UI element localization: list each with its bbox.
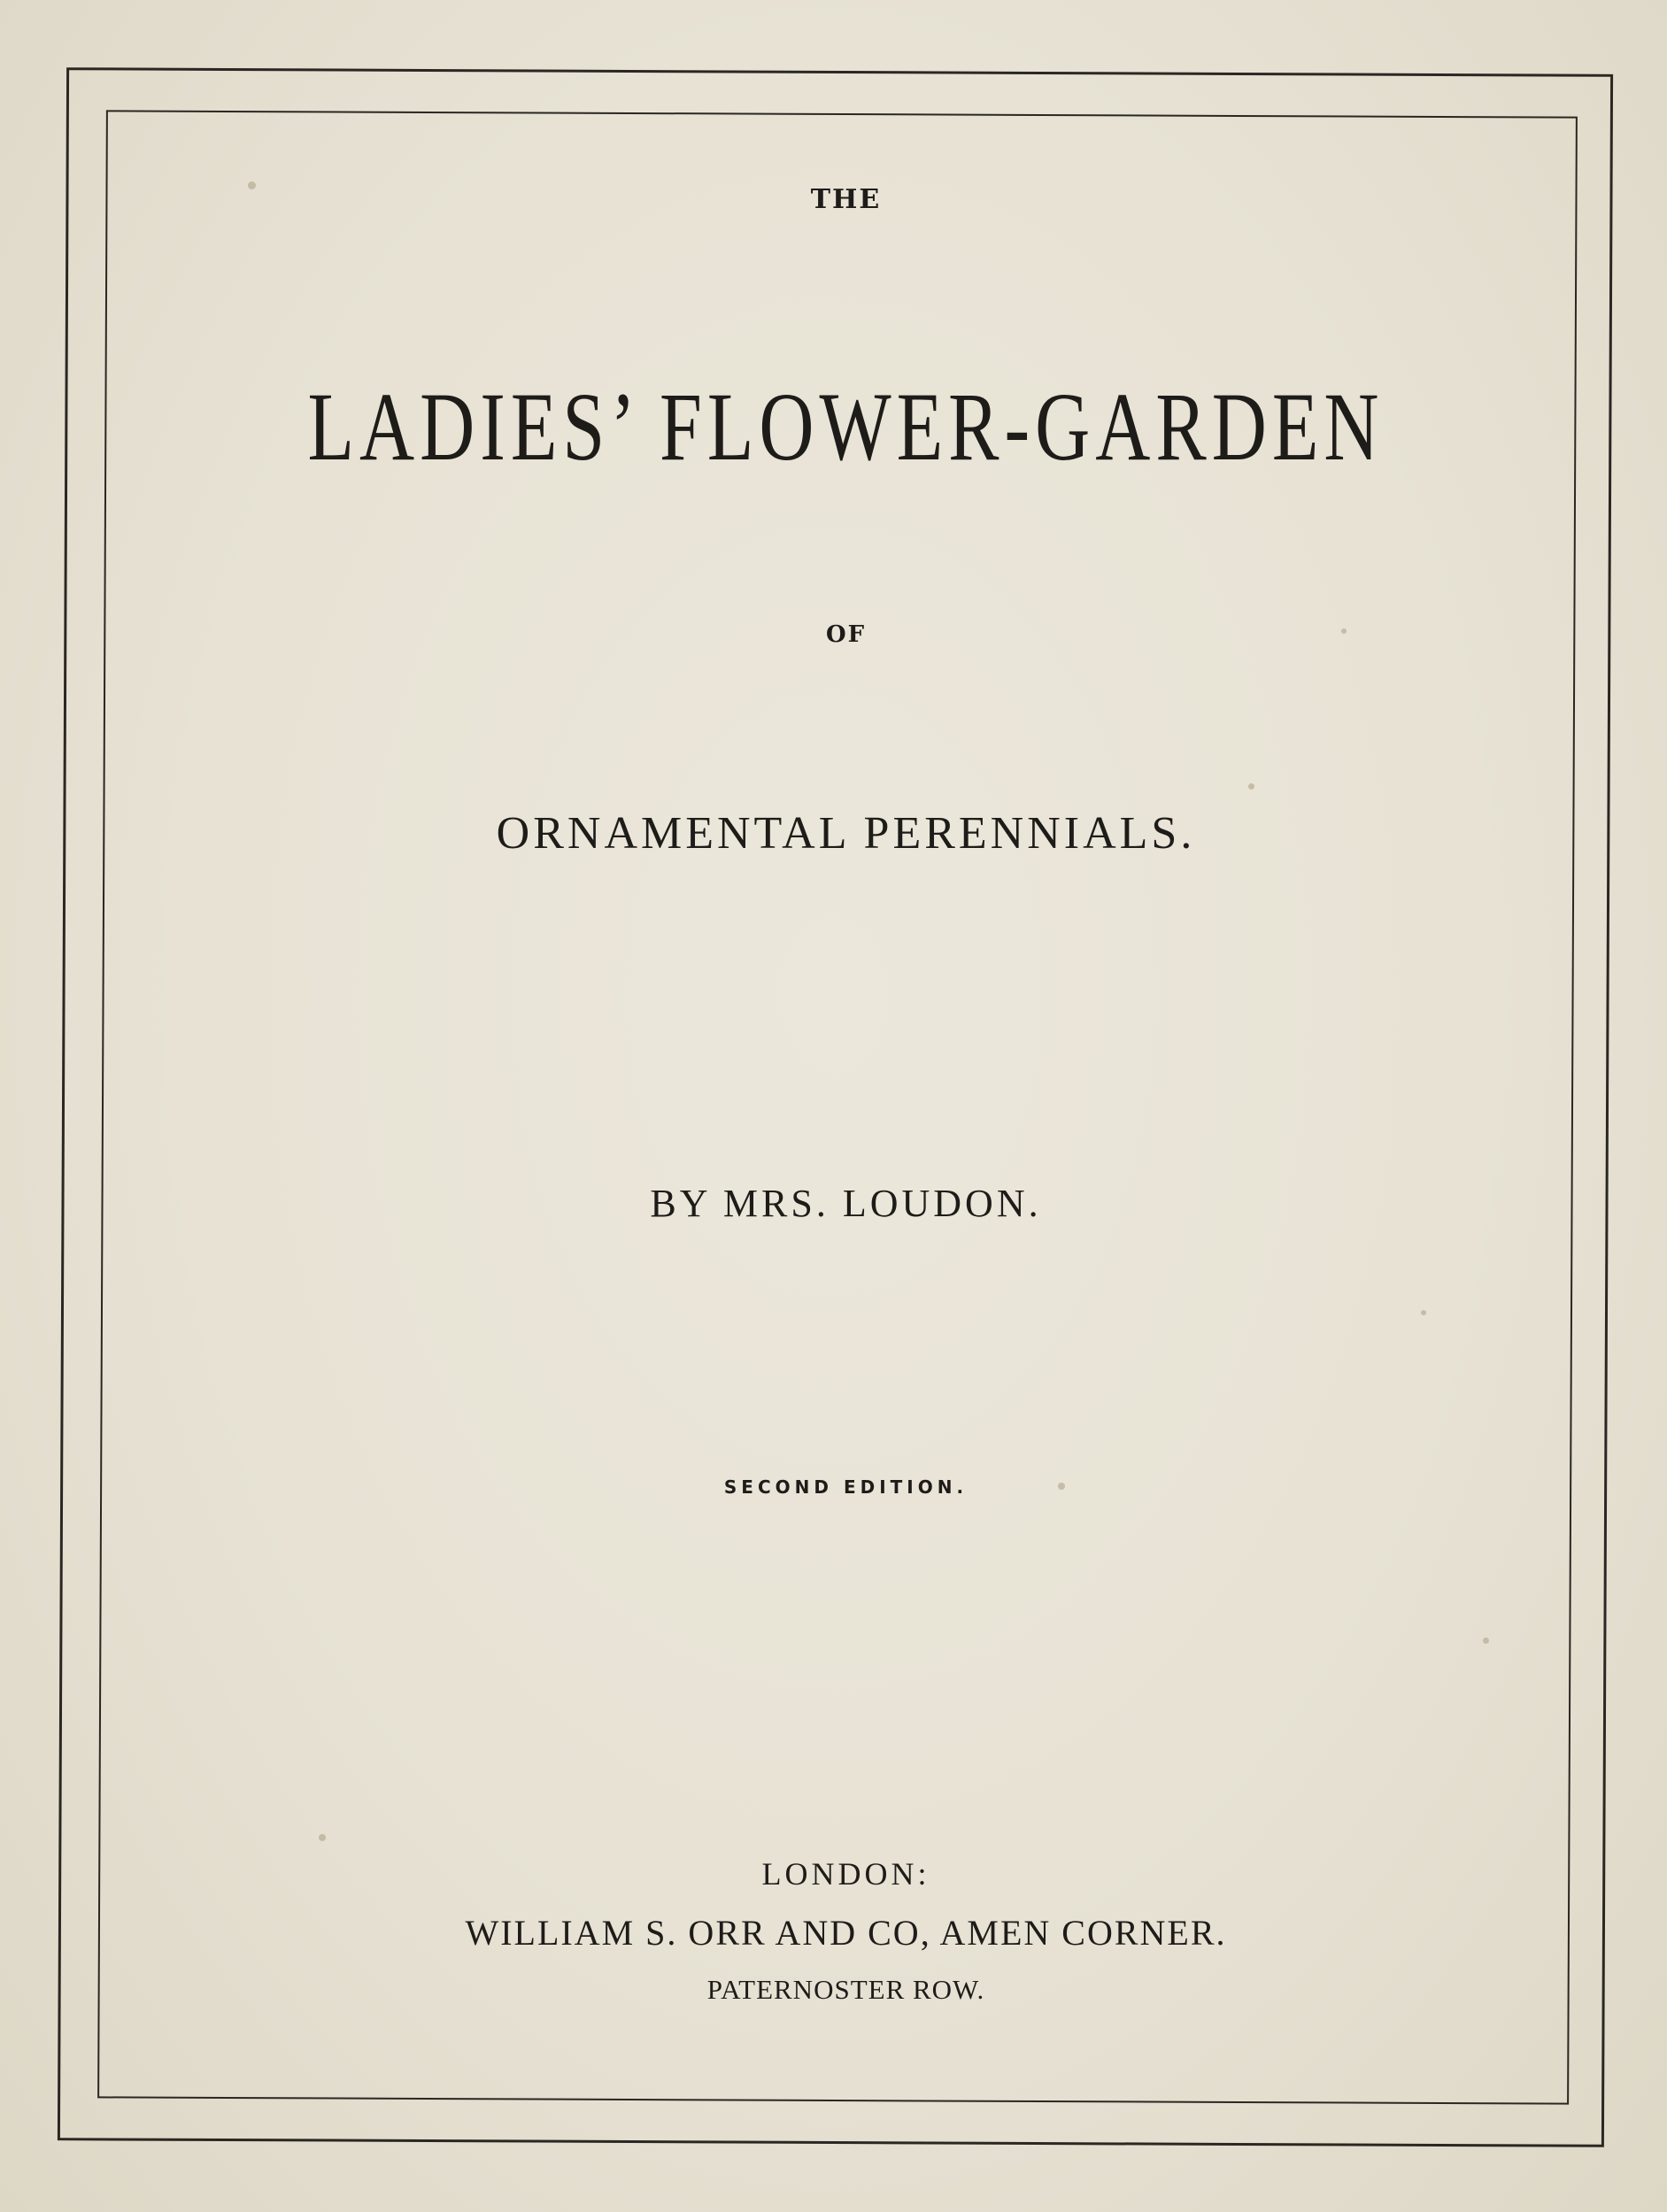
paper-foxing-spot <box>1341 628 1347 634</box>
edition-line: SECOND EDITION. <box>723 1476 969 1498</box>
paper-foxing-spot <box>1248 783 1254 790</box>
paper-foxing-spot <box>1483 1638 1489 1644</box>
author-line: BY MRS. LOUDON. <box>650 1182 1042 1225</box>
paper-foxing-spot <box>319 1834 326 1841</box>
title-connector: OF <box>825 621 867 648</box>
book-title: LADIES’ FLOWER-GARDEN <box>307 372 1385 482</box>
paper-foxing-spot <box>248 181 256 189</box>
book-subtitle: ORNAMENTAL PERENNIALS. <box>496 808 1196 859</box>
paper-foxing-spot <box>1421 1310 1426 1315</box>
imprint-city: LONDON: <box>761 1856 930 1892</box>
paper-foxing-spot <box>1058 1483 1065 1490</box>
title-prefix: THE <box>810 184 882 215</box>
imprint-address: PATERNOSTER ROW. <box>706 1974 985 2005</box>
imprint-publisher: WILLIAM S. ORR AND CO, AMEN CORNER. <box>465 1913 1227 1953</box>
